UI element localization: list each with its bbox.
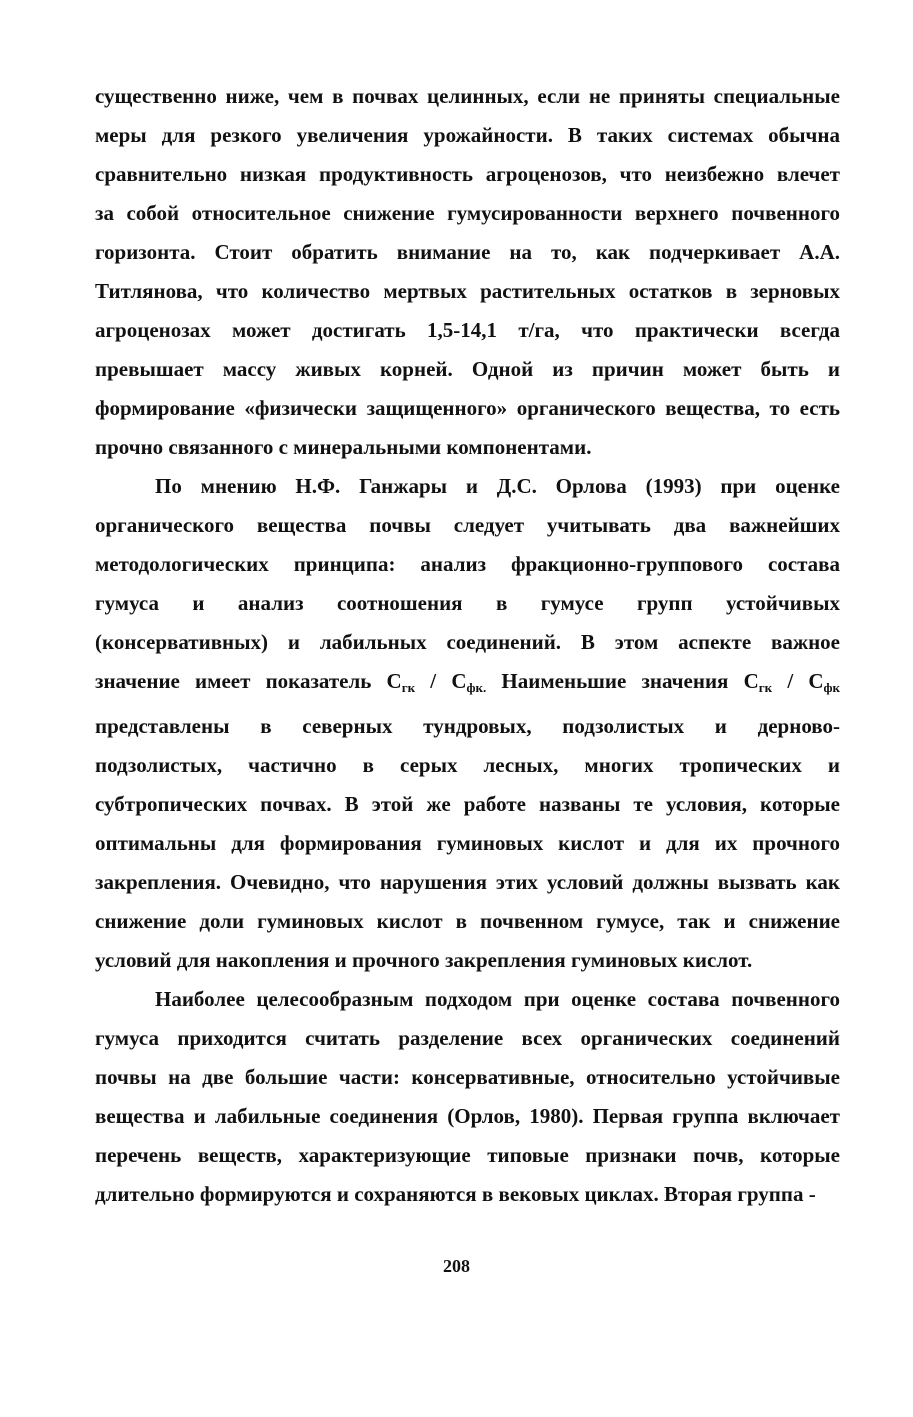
text-line: прочно связанного с минеральными компонентами. — [95, 435, 592, 459]
text-line: Титлянова, что количество мертвых растительных остатков в зерновых — [95, 279, 840, 303]
text-line: представлены в северных тундровых, подзолистых и дерново- — [95, 714, 840, 738]
text-line: закрепления. Очевидно, что нарушения этих условий должны вызвать как — [95, 870, 840, 894]
text-line: Наиболее целесообразным подходом при оценке состава почвенного — [155, 987, 840, 1011]
text-line: подзолистых, частично в серых лесных, многих тропических и — [95, 753, 840, 777]
text-line: снижение доли гуминовых кислот в почвенном гумусе, так и снижение — [95, 909, 840, 933]
subscript: фк. — [466, 680, 487, 695]
text-line: существенно ниже, чем в почвах целинных, если не приняты специальные — [95, 84, 840, 108]
paragraph — [95, 467, 840, 980]
text-line: методологических принципа: анализ фракционно-группового состава — [95, 552, 840, 576]
text-line: оптимальны для формирования гуминовых кислот и для их прочного — [95, 831, 840, 855]
text-fragment: Наименьшие значения С — [486, 669, 759, 693]
text-fragment: / С — [415, 669, 467, 693]
text-line: длительно формируются и сохраняются в вековых циклах. Вторая группа - — [95, 1182, 816, 1206]
text-fragment: значение имеет показатель С — [95, 669, 402, 693]
text-line: вещества и лабильные соединения (Орлов, 1980). Первая группа включает — [95, 1104, 840, 1128]
text-line: (консервативных) и лабильных соединений. В этом аспекте важное — [95, 630, 840, 654]
paragraph — [95, 77, 840, 467]
text-line: превышает массу живых корней. Одной из причин может быть и — [95, 357, 840, 381]
text-line: субтропических почвах. В этой же работе названы те условия, которые — [95, 792, 840, 816]
subscript: гк — [758, 680, 773, 695]
text-line: меры для резкого увеличения урожайности. В таких системах обычна — [95, 123, 840, 147]
text-line: почвы на две большие части: консервативные, относительно устойчивые — [95, 1065, 840, 1089]
text-line: По мнению Н.Ф. Ганжары и Д.С. Орлова (1993) при оценке — [155, 474, 840, 498]
text-line: формирование «физически защищенного» органического вещества, то есть — [95, 396, 840, 420]
text-line: перечень веществ, характеризующие типовые признаки почв, которые — [95, 1143, 840, 1167]
text-line: гумуса и анализ соотношения в гумусе групп устойчивых — [95, 591, 840, 615]
page-number: 208 — [443, 1256, 470, 1276]
text-line: гумуса приходится считать разделение всех органических соединений — [95, 1026, 840, 1050]
text-line: условий для накопления и прочного закрепления гуминовых кислот. — [95, 948, 753, 972]
text-line: сравнительно низкая продуктивность агроценозов, что неизбежно влечет — [95, 162, 840, 186]
text-line: агроценозах может достигать 1,5-14,1 т/га, что практически всегда — [95, 318, 840, 342]
text-fragment: / С — [772, 669, 824, 693]
body-text — [95, 77, 840, 1214]
text-line — [95, 662, 840, 707]
text-line: за собой относительное снижение гумусированности верхнего почвенного — [95, 201, 840, 225]
text-line: горизонта. Стоит обратить внимание на то, как подчеркивает А.А. — [95, 240, 840, 264]
subscript: гк — [401, 680, 416, 695]
subscript: фк — [823, 680, 840, 695]
text-line: органического вещества почвы следует учитывать два важнейших — [95, 513, 840, 537]
paragraph — [95, 980, 840, 1214]
